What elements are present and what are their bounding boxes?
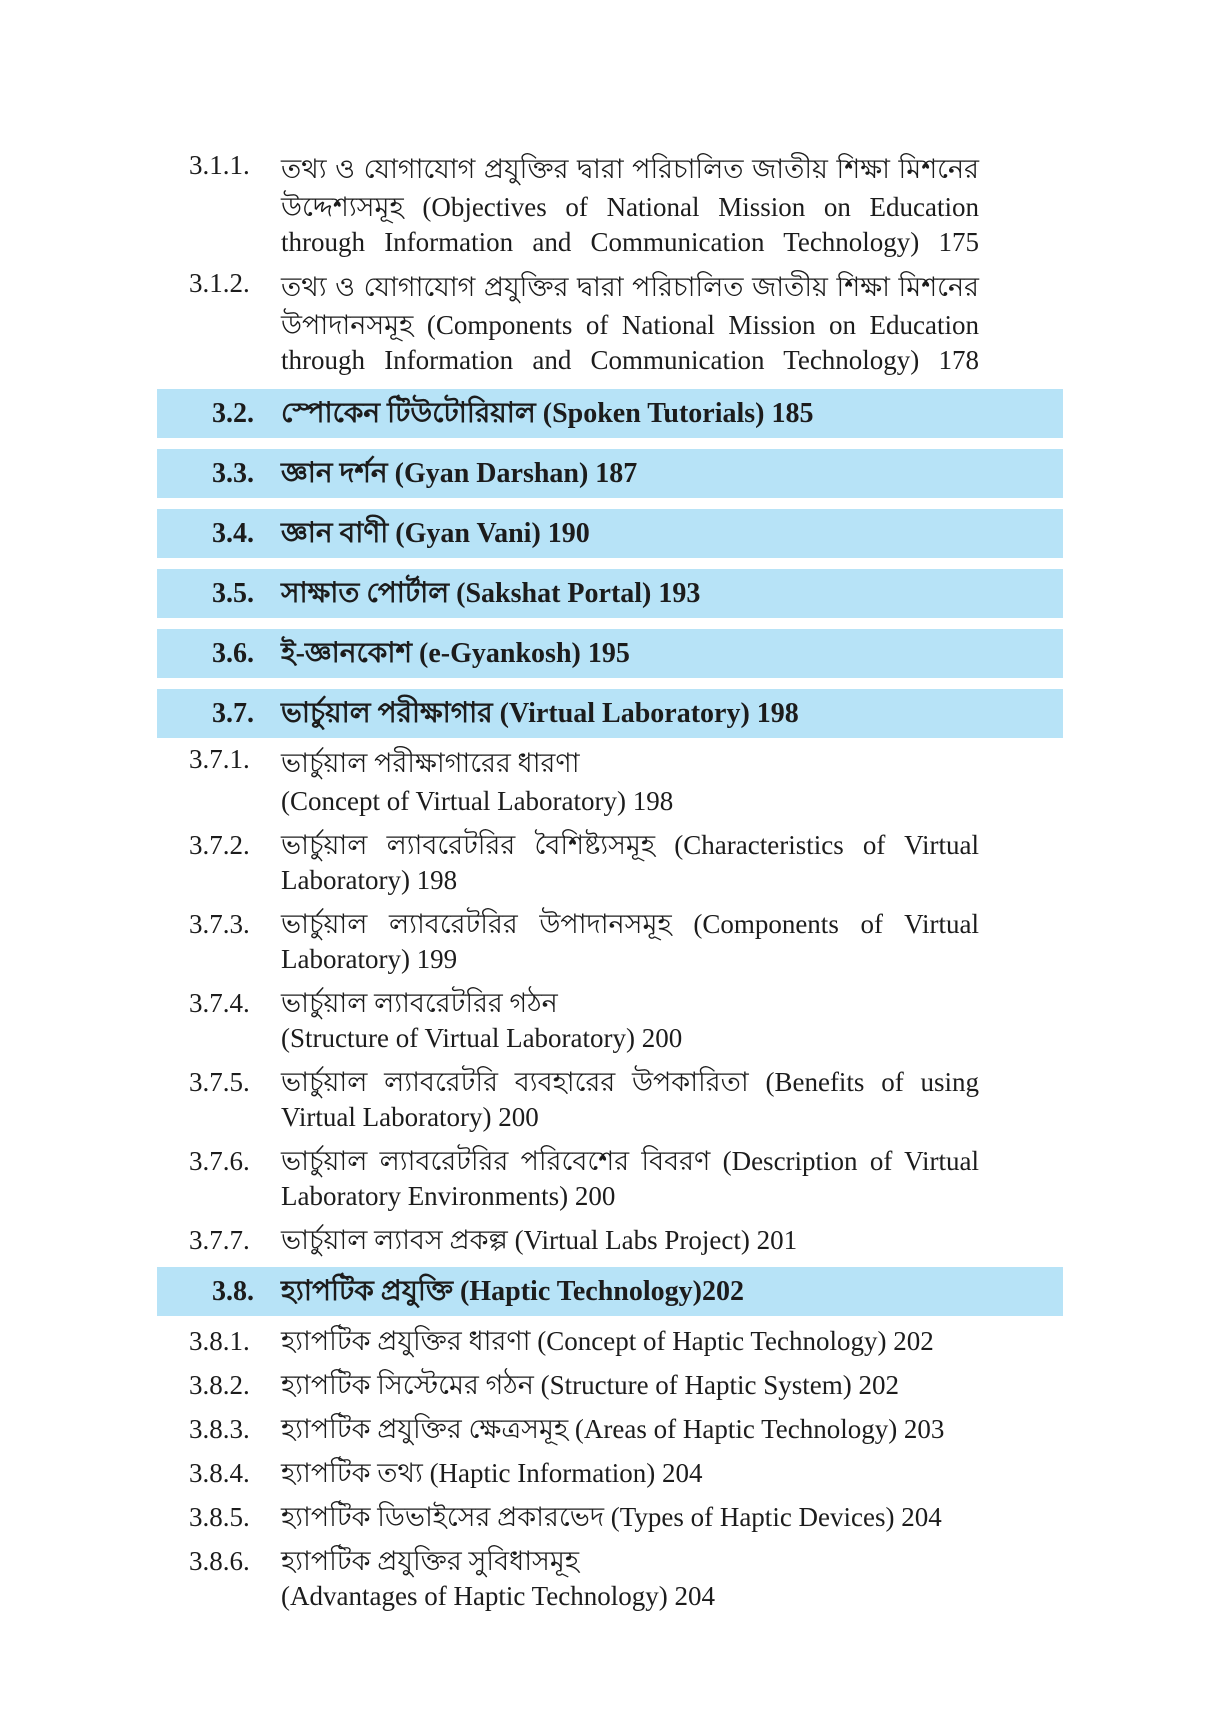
entry-text [281, 986, 979, 1056]
toc-entry-3-7-6[interactable] [189, 1144, 979, 1214]
entry-number: 3.8.6. [189, 1546, 250, 1576]
entry-line: Laboratory) 199 [281, 944, 458, 974]
entry-line: Virtual Laboratory) 200 [281, 1102, 539, 1132]
entry-number: 3.8.1. [189, 1326, 250, 1356]
entry-line: হ্যাপটিক প্রযুক্তির সুবিধাসমূহ [281, 1546, 580, 1576]
section-number: 3.5. [212, 578, 254, 609]
entry-text [281, 1368, 979, 1403]
entry-text [281, 1144, 979, 1214]
entry-text [281, 1544, 979, 1614]
entry-line: হ্যাপটিক প্রযুক্তির ধারণা (Concept of Haptic Technology) 202 [281, 1326, 934, 1356]
section-number: 3.6. [212, 638, 254, 669]
table-of-contents [0, 148, 1214, 1614]
toc-entry-3-7-5[interactable] [189, 1065, 979, 1135]
entry-line: (Advantages of Haptic Technology) 204 [281, 1581, 715, 1611]
entry-line: through Information and Communication Technology) 175 [281, 227, 979, 257]
toc-entry-3-8-5[interactable] [189, 1500, 979, 1535]
toc-entry-3-8-4[interactable] [189, 1456, 979, 1491]
entry-line: ভার্চুয়াল পরীক্ষাগারের ধারণা [281, 748, 580, 778]
toc-section-3-4[interactable] [157, 509, 1063, 558]
entry-line: উদ্দেশ্যসমূহ (Objectives of National Mission on Education [281, 192, 979, 222]
toc-entry-3-7-1[interactable] [189, 742, 979, 819]
entry-number: 3.7.3. [189, 909, 250, 939]
section-title: স্পোকেন টিউটোরিয়াল (Spoken Tutorials) 185 [281, 398, 814, 429]
section-title: জ্ঞান দর্শন (Gyan Darshan) 187 [281, 458, 638, 489]
entry-number: 3.7.1. [189, 744, 250, 774]
toc-entry-3-7-2[interactable] [189, 828, 979, 898]
toc-section-3-6[interactable] [157, 629, 1063, 678]
entry-line: Laboratory Environments) 200 [281, 1181, 616, 1211]
section-title: ভার্চুয়াল পরীক্ষাগার (Virtual Laboratory) 198 [281, 698, 799, 729]
section-number: 3.3. [212, 458, 254, 489]
toc-entry-3-8-1[interactable] [189, 1324, 979, 1359]
section-number: 3.7. [212, 698, 254, 729]
entry-number: 3.7.6. [189, 1146, 250, 1176]
entry-line: তথ্য ও যোগাযোগ প্রযুক্তির দ্বারা পরিচালিত জাতীয় শিক্ষা মিশনের [281, 154, 979, 184]
toc-entry-3-7-4[interactable] [189, 986, 979, 1056]
toc-entry-3-7-3[interactable] [189, 907, 979, 977]
section-number: 3.4. [212, 518, 254, 549]
entry-text [281, 1500, 979, 1535]
entry-text [281, 1412, 979, 1447]
entry-text [281, 1065, 979, 1135]
toc-entry-3-8-2[interactable] [189, 1368, 979, 1403]
toc-entry-3-1-2[interactable] [189, 266, 979, 378]
entry-line: ভার্চুয়াল ল্যাবস প্রকল্প (Virtual Labs Project) 201 [281, 1225, 798, 1255]
toc-entry-3-8-3[interactable] [189, 1412, 979, 1447]
entry-line: হ্যাপটিক তথ্য (Haptic Information) 204 [281, 1458, 703, 1488]
entry-number: 3.7.4. [189, 988, 250, 1018]
section-number: 3.2. [212, 398, 254, 429]
entry-line: ভার্চুয়াল ল্যাবরেটরি ব্যবহারের উপকারিতা (Benefits of using [281, 1067, 979, 1097]
entry-number: 3.7.7. [189, 1225, 250, 1255]
entry-line: তথ্য ও যোগাযোগ প্রযুক্তির দ্বারা পরিচালিত জাতীয় শিক্ষা মিশনের [281, 272, 979, 302]
toc-entry-3-7-7[interactable] [189, 1223, 979, 1258]
section-title: হ্যাপটিক প্রযুক্তি (Haptic Technology)202 [281, 1276, 744, 1307]
toc-entry-3-1-1[interactable] [189, 148, 979, 260]
entry-number: 3.8.4. [189, 1458, 250, 1488]
entry-number: 3.1.2. [189, 268, 250, 298]
entry-number: 3.8.5. [189, 1502, 250, 1532]
entry-line: হ্যাপটিক প্রযুক্তির ক্ষেত্রসমূহ (Areas of Haptic Technology) 203 [281, 1414, 945, 1444]
entry-number: 3.7.5. [189, 1067, 250, 1097]
entry-text [281, 907, 979, 977]
toc-section-3-3[interactable] [157, 449, 1063, 498]
entry-number: 3.8.3. [189, 1414, 250, 1444]
section-title: জ্ঞান বাণী (Gyan Vani) 190 [281, 518, 590, 549]
section-title: ই-জ্ঞানকোশ (e-Gyankosh) 195 [281, 638, 630, 669]
entry-line: ভার্চুয়াল ল্যাবরেটরির গঠন [281, 988, 558, 1018]
entry-line: উপাদানসমূহ (Components of National Mission on Education [281, 310, 979, 340]
entry-line: হ্যাপটিক ডিভাইসের প্রকারভেদ (Types of Haptic Devices) 204 [281, 1502, 942, 1532]
entry-number: 3.7.2. [189, 830, 250, 860]
entry-text [281, 828, 979, 898]
entry-line: ভার্চুয়াল ল্যাবরেটরির উপাদানসমূহ (Components of Virtual [281, 909, 979, 939]
toc-entry-3-8-6[interactable] [189, 1544, 979, 1614]
entry-text [281, 1456, 979, 1491]
entry-number: 3.8.2. [189, 1370, 250, 1400]
entry-text [281, 148, 979, 260]
toc-section-3-2[interactable] [157, 389, 1063, 438]
section-title: সাক্ষাত পোর্টাল (Sakshat Portal) 193 [281, 578, 701, 609]
entry-text [281, 266, 979, 378]
entry-line: Laboratory) 198 [281, 865, 458, 895]
section-number: 3.8. [212, 1276, 254, 1307]
toc-section-3-5[interactable] [157, 569, 1063, 618]
entry-line: হ্যাপটিক সিস্টেমের গঠন (Structure of Haptic System) 202 [281, 1370, 900, 1400]
entry-line: (Concept of Virtual Laboratory) 198 [281, 786, 674, 816]
entry-text [281, 1324, 979, 1359]
entry-line: through Information and Communication Technology) 178 [281, 345, 979, 375]
entry-text [281, 742, 979, 819]
entry-line: ভার্চুয়াল ল্যাবরেটরির বৈশিষ্ট্যসমূহ (Characteristics of Virtual [281, 830, 979, 860]
entry-number: 3.1.1. [189, 150, 250, 180]
entry-line: (Structure of Virtual Laboratory) 200 [281, 1023, 683, 1053]
entry-line: ভার্চুয়াল ল্যাবরেটরির পরিবেশের বিবরণ (Description of Virtual [281, 1146, 979, 1176]
toc-section-3-8[interactable] [157, 1267, 1063, 1316]
entry-text [281, 1223, 979, 1258]
toc-section-3-7[interactable] [157, 689, 1063, 738]
